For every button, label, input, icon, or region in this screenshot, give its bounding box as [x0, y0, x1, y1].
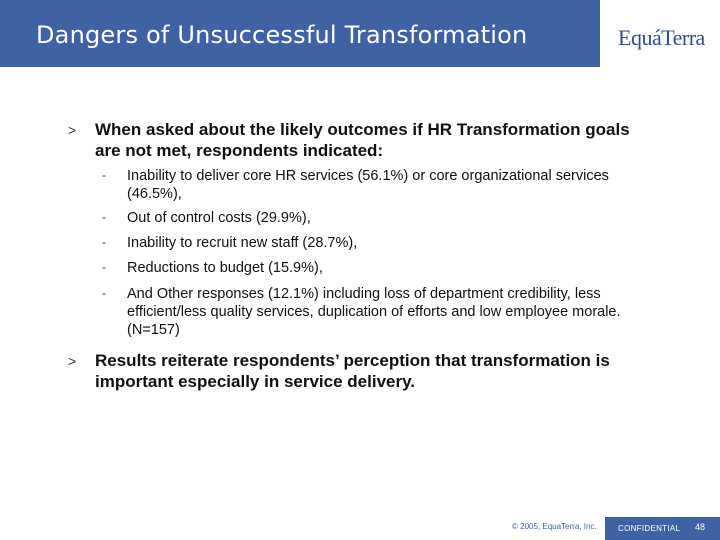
sub-item-2: Out of control costs (29.9%), — [127, 210, 311, 226]
bullet-2-text: Results reiterate respondents’ perception that transformation is important especially in service delivery. — [95, 351, 610, 391]
slide-title: Dangers of Unsuccessful Transformation — [36, 21, 528, 49]
footer-bar — [605, 517, 720, 540]
bullet-marker: > — [68, 353, 77, 369]
company-logo: EquáTerra — [618, 25, 705, 50]
title-bar — [0, 0, 600, 67]
bullet-marker: > — [68, 122, 77, 138]
bullet-1-text: When asked about the likely outcomes if HR Transformation goals are not met, respondents indicated: — [95, 120, 630, 160]
page-number: 48 — [695, 522, 706, 532]
sub-marker: - — [102, 286, 106, 300]
logo-area — [600, 0, 720, 67]
sub-marker: - — [102, 260, 106, 274]
sub-item-5: And Other responses (12.1%) including loss of department credibility, less efficient/less quality services, duplication of efforts and low employee morale. (N=157) — [127, 286, 621, 338]
sub-marker: - — [102, 168, 106, 182]
footer-confidential: CONFIDENTIAL — [618, 524, 681, 533]
sub-item-4: Reductions to budget (15.9%), — [127, 260, 323, 276]
footer-copyright: © 2005, EquaTerra, Inc. — [512, 522, 597, 531]
sub-item-1: Inability to deliver core HR services (56.1%) or core organizational services (46.5%), — [127, 168, 609, 202]
sub-item-3: Inability to recruit new staff (28.7%), — [127, 235, 358, 251]
sub-marker: - — [102, 210, 106, 224]
sub-marker: - — [102, 235, 106, 249]
